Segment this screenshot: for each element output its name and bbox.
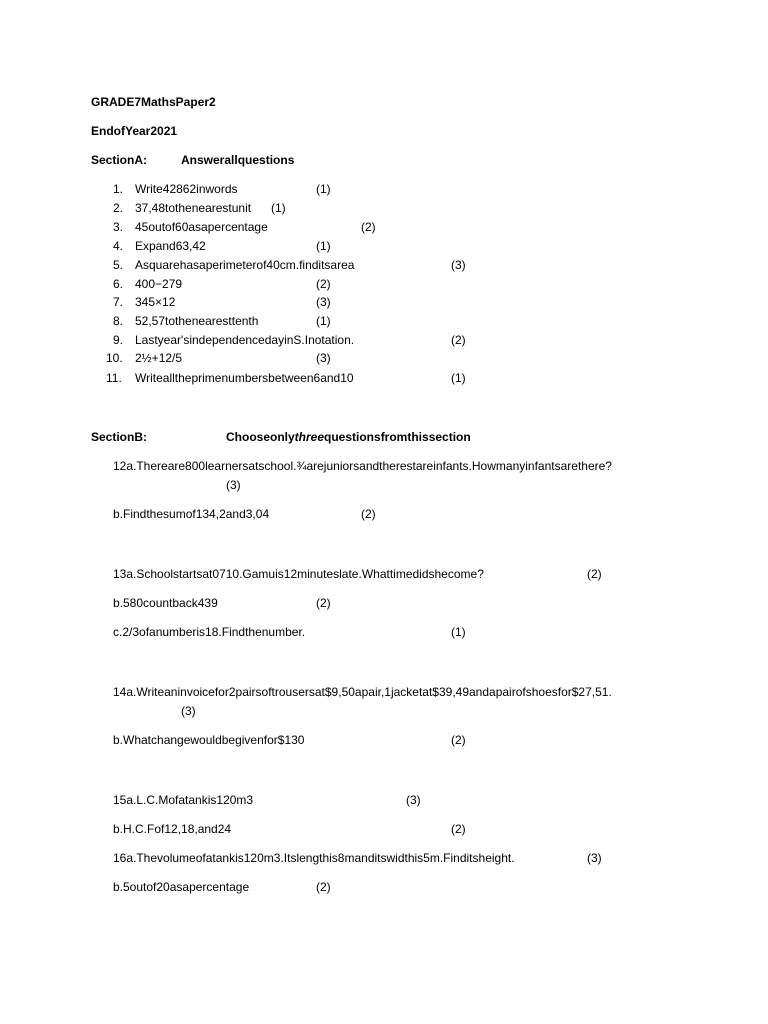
question-13b-marks: (2) bbox=[316, 596, 331, 610]
question-marks: (2) bbox=[361, 220, 376, 234]
question-12b-text: b.Findthesumof134,2and3,04 bbox=[113, 507, 270, 521]
question-16a-text: 16a.Thevolumeofatankis120m3.Itslengthis8manditswidthis5m.Finditsheight. bbox=[113, 851, 515, 865]
question-number: 2. bbox=[113, 201, 124, 215]
instruction-post: questionsfromthissection bbox=[324, 430, 471, 444]
question-marks: (3) bbox=[316, 295, 331, 309]
question-text: 52,57tothenearesttenth bbox=[135, 314, 259, 328]
question-marks: (3) bbox=[451, 258, 466, 272]
question-14b-text: b.Whatchangewouldbegivenfor$130 bbox=[113, 733, 305, 747]
question-16b-marks: (2) bbox=[316, 880, 331, 894]
instruction-pre: Chooseonly bbox=[226, 430, 295, 444]
question-marks: (1) bbox=[316, 182, 331, 196]
question-14b-marks: (2) bbox=[451, 733, 466, 747]
question-text: Expand63,42 bbox=[135, 239, 206, 253]
question-text: 400−279 bbox=[135, 277, 183, 291]
question-marks: (3) bbox=[316, 351, 331, 365]
question-text: Lastyear'sindependencedayinS.Inotation. bbox=[135, 333, 355, 347]
question-12b-marks: (2) bbox=[361, 507, 376, 521]
question-marks: (2) bbox=[451, 333, 466, 347]
question-marks: (1) bbox=[316, 239, 331, 253]
section-b-label: SectionB: bbox=[91, 430, 148, 444]
question-15a-marks: (3) bbox=[406, 793, 421, 807]
question-text: 345×12 bbox=[135, 295, 176, 309]
question-15b-marks: (2) bbox=[451, 822, 466, 836]
question-16b-text: b.5outof20asapercentage bbox=[113, 880, 250, 894]
question-13c-text: c.2/3ofanumberis18.Findthenumber. bbox=[113, 625, 306, 639]
question-text: Write42862inwords bbox=[135, 182, 238, 196]
question-14a-marks: (3) bbox=[181, 704, 196, 718]
question-text: Asquarehasaperimeterof40cm.finditsarea bbox=[135, 258, 355, 272]
section-b-instruction bbox=[226, 430, 471, 444]
section-a-label: SectionA: bbox=[91, 153, 148, 167]
question-13b-text: b.580countback439 bbox=[113, 596, 218, 610]
question-number: 4. bbox=[113, 239, 124, 253]
question-number: 7. bbox=[113, 295, 124, 309]
question-text: 45outof60asapercentage bbox=[135, 220, 268, 234]
question-text: 2½+12/5 bbox=[135, 351, 183, 365]
question-number: 6. bbox=[113, 277, 124, 291]
question-number: 11. bbox=[106, 371, 122, 385]
question-marks: (1) bbox=[316, 314, 331, 328]
instruction-emphasis: three bbox=[294, 430, 325, 444]
question-15a-text: 15a.L.C.Mofatankis120m3 bbox=[113, 793, 254, 807]
question-number: 5. bbox=[113, 258, 124, 272]
question-number: 8. bbox=[113, 314, 124, 328]
question-number: 3. bbox=[113, 220, 124, 234]
question-15b-text: b.H.C.Fof12,18,and24 bbox=[113, 822, 232, 836]
question-12a-text: 12a.Thereare800learnersatschool.¾arejuniorsandtherestareinfants.Howmanyinfantsarethere? bbox=[113, 459, 612, 473]
question-16a-marks: (3) bbox=[587, 851, 602, 865]
question-13c-marks: (1) bbox=[451, 625, 466, 639]
question-13a-text: 13a.Schoolstartsat0710.Gamuis12minuteslate.Whattimedidshecome? bbox=[113, 567, 484, 581]
page-subtitle: EndofYear2021 bbox=[91, 124, 178, 138]
question-text: 37,48tothenearestunit bbox=[135, 201, 252, 215]
question-12a-marks: (3) bbox=[226, 478, 241, 492]
question-number: 9. bbox=[113, 333, 124, 347]
question-marks: (2) bbox=[316, 277, 331, 291]
question-marks: (1) bbox=[271, 201, 286, 215]
question-text: Writealltheprimenumbersbetween6and10 bbox=[135, 371, 354, 385]
question-13a-marks: (2) bbox=[587, 567, 602, 581]
question-number: 10. bbox=[106, 351, 123, 365]
section-a-instruction: Answerallquestions bbox=[181, 153, 295, 167]
question-14a-text: 14a.Writeaninvoicefor2pairsoftrousersat$9,50apair,1jacketat$39,49andapairofshoesfor$27,51. bbox=[113, 685, 612, 699]
question-marks: (1) bbox=[451, 371, 466, 385]
question-number: 1. bbox=[113, 182, 124, 196]
page-title: GRADE7MathsPaper2 bbox=[91, 95, 216, 109]
